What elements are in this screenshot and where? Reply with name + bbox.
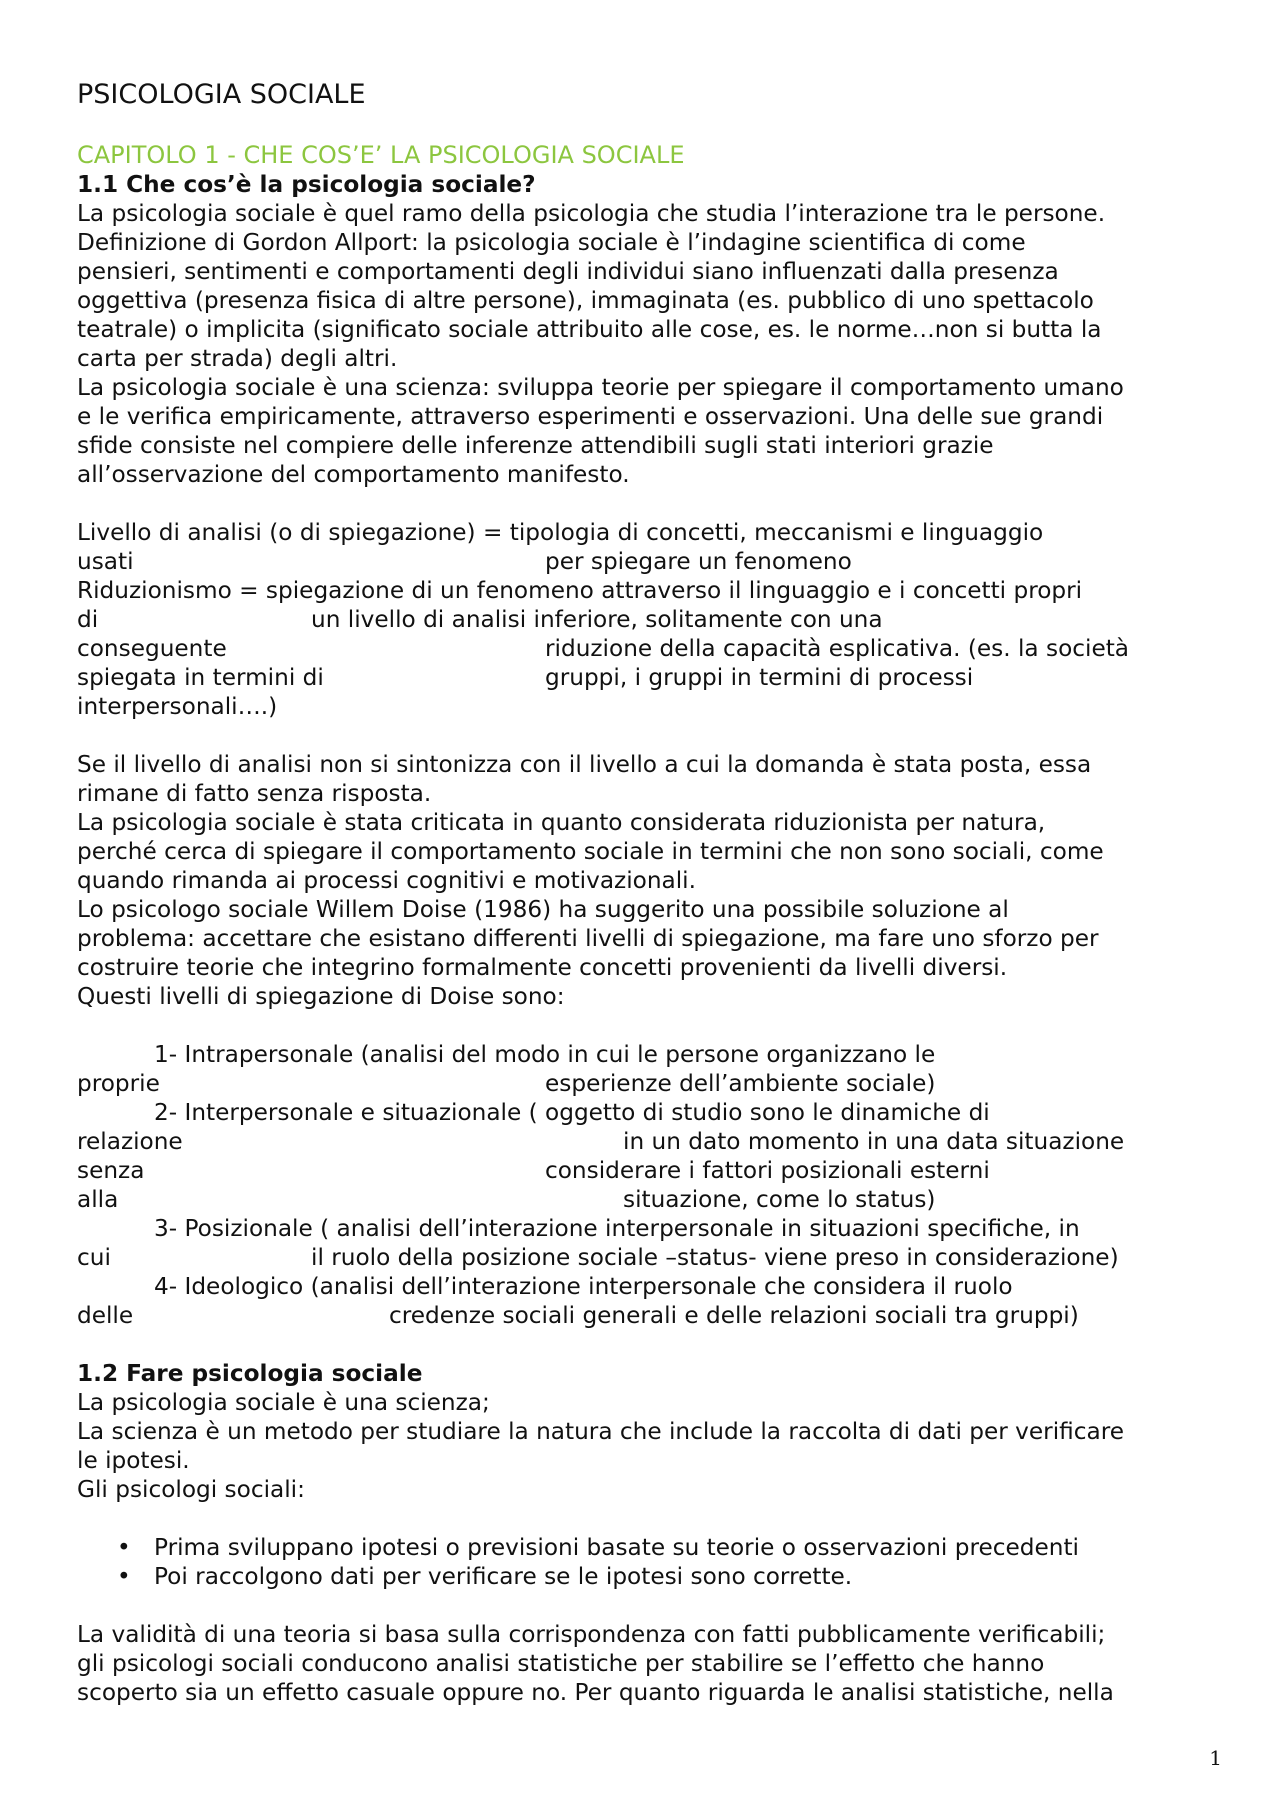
text-line: quando rimanda ai processi cognitivi e motivazionali. [77,867,696,894]
text-line: le ipotesi. [77,1447,190,1474]
definition-line: Livello di analisi (o di spiegazione) = tipologia di concetti, meccanismi e linguaggio [77,519,1044,546]
definition-line: conseguente riduzione della capacità esplicativa. (es. la società [77,635,1130,662]
section-heading-1-2: 1.2 Fare psicologia sociale [77,1360,423,1387]
text-line: La scienza è un metodo per studiare la natura che include la raccolta di dati per verificare [77,1418,1124,1445]
definition-line: di un livello di analisi inferiore, solitamente con una [77,606,883,633]
list-item: • Poi raccolgono dati per verificare se le ipotesi sono corrette. [117,1563,853,1590]
text-line: e le verifica empiricamente, attraverso esperimenti e osservazioni. Una delle sue grandi [77,403,1104,430]
text-line: Gli psicologi sociali: [77,1476,305,1503]
text-line: Questi livelli di spiegazione di Doise sono: [77,983,565,1010]
text-line: problema: accettare che esistano differenti livelli di spiegazione, ma fare uno sforzo per [77,925,1099,952]
level-item-3: 3- Posizionale ( analisi dell’interazione interpersonale in situazioni specifiche, in [154,1215,1080,1242]
list-item: • Prima sviluppano ipotesi o previsioni basate su teorie o osservazioni precedenti [117,1534,1079,1561]
paragraph-definition [77,199,1207,489]
text-line: La psicologia sociale è una scienza: sviluppa teorie per spiegare il comportamento umano [77,374,1124,401]
paragraph-validity [77,1620,1207,1707]
text-line: La psicologia sociale è una scienza; [77,1389,490,1416]
level-item-3-wrap: cui il ruolo della posizione sociale –status- viene preso in considerazione) [77,1244,1119,1271]
doise-levels-list [77,1040,1207,1330]
text-line: La psicologia sociale è quel ramo della psicologia che studia l’interazione tra le persone. [77,200,1106,227]
level-item-2-wrap: senza considerare i fattori posizionali esterni [77,1157,990,1184]
text-line: sfide consiste nel compiere delle inferenze attendibili sugli stati interiori grazie [77,432,994,459]
bullet-icon: • [117,1534,131,1561]
chapter-title: CAPITOLO 1 - CHE COS’E’ LA PSICOLOGIA SOCIALE [77,141,685,169]
text-line: carta per strada) degli altri. [77,345,398,372]
paragraph-science [77,1388,1207,1504]
text-line: gli psicologi sociali conducono analisi statistiche per stabilire se l’effetto che hanno [77,1650,1045,1677]
text-line: scoperto sia un effetto casuale oppure no. Per quanto riguarda le analisi statistiche, nella [77,1679,1114,1706]
level-item-2-wrap: relazione in un dato momento in una data situazione [77,1128,1125,1155]
definition-line: usati per spiegare un fenomeno [77,548,852,575]
text-line: Lo psicologo sociale Willem Doise (1986) ha suggerito una possibile soluzione al [77,896,1009,923]
level-item-1-wrap: proprie esperienze dell’ambiente sociale) [77,1070,936,1097]
document-title: PSICOLOGIA SOCIALE [77,79,366,110]
document-body [77,141,1207,1707]
text-line: pensieri, sentimenti e comportamenti degli individui siano influenzati dalla presenza [77,258,1059,285]
level-item-1: 1- Intrapersonale (analisi del modo in cui le persone organizzano le [154,1041,936,1068]
definition-line: interpersonali….) [77,693,278,720]
section-heading-1-1: 1.1 Che cos’è la psicologia sociale? [77,171,536,198]
level-item-2: 2- Interpersonale e situazionale ( oggetto di studio sono le dinamiche di [154,1099,990,1126]
text-line: all’osservazione del comportamento manifesto. [77,461,630,488]
text-line: Se il livello di analisi non si sintonizza con il livello a cui la domanda è stata posta, essa [77,751,1092,778]
level-item-4-wrap: delle credenze sociali generali e delle relazioni sociali tra gruppi) [77,1302,1079,1329]
paragraph-reductionism [77,750,1207,1011]
text-line: costruire teorie che integrino formalmente concetti provenienti da livelli diversi. [77,954,1008,981]
text-line: perché cerca di spiegare il comportamento sociale in termini che non sono sociali, come [77,838,1104,865]
definition-line: Riduzionismo = spiegazione di un fenomeno attraverso il linguaggio e i concetti propri [77,577,1083,604]
definitions-block [77,518,1207,721]
text-line: oggettiva (presenza fisica di altre persone), immaginata (es. pubblico di uno spettacolo [77,287,1094,314]
text-line: Definizione di Gordon Allport: la psicologia sociale è l’indagine scientifica di come [77,229,1026,256]
bullet-list [77,1533,1207,1591]
text-line: teatrale) o implicita (significato sociale attribuito alle cose, es. le norme…non si butta la [77,316,1102,343]
text-line: rimane di fatto senza risposta. [77,780,432,807]
bullet-icon: • [117,1563,131,1590]
text-line: La psicologia sociale è stata criticata in quanto considerata riduzionista per natura, [77,809,1046,836]
level-item-2-wrap: alla situazione, come lo status) [77,1186,936,1213]
page-number: 1 [1209,1746,1222,1770]
definition-line: spiegata in termini di gruppi, i gruppi in termini di processi [77,664,974,691]
level-item-4: 4- Ideologico (analisi dell’interazione interpersonale che considera il ruolo [154,1273,1013,1300]
text-line: La validità di una teoria si basa sulla corrispondenza con fatti pubblicamente verificabili; [77,1621,1106,1648]
